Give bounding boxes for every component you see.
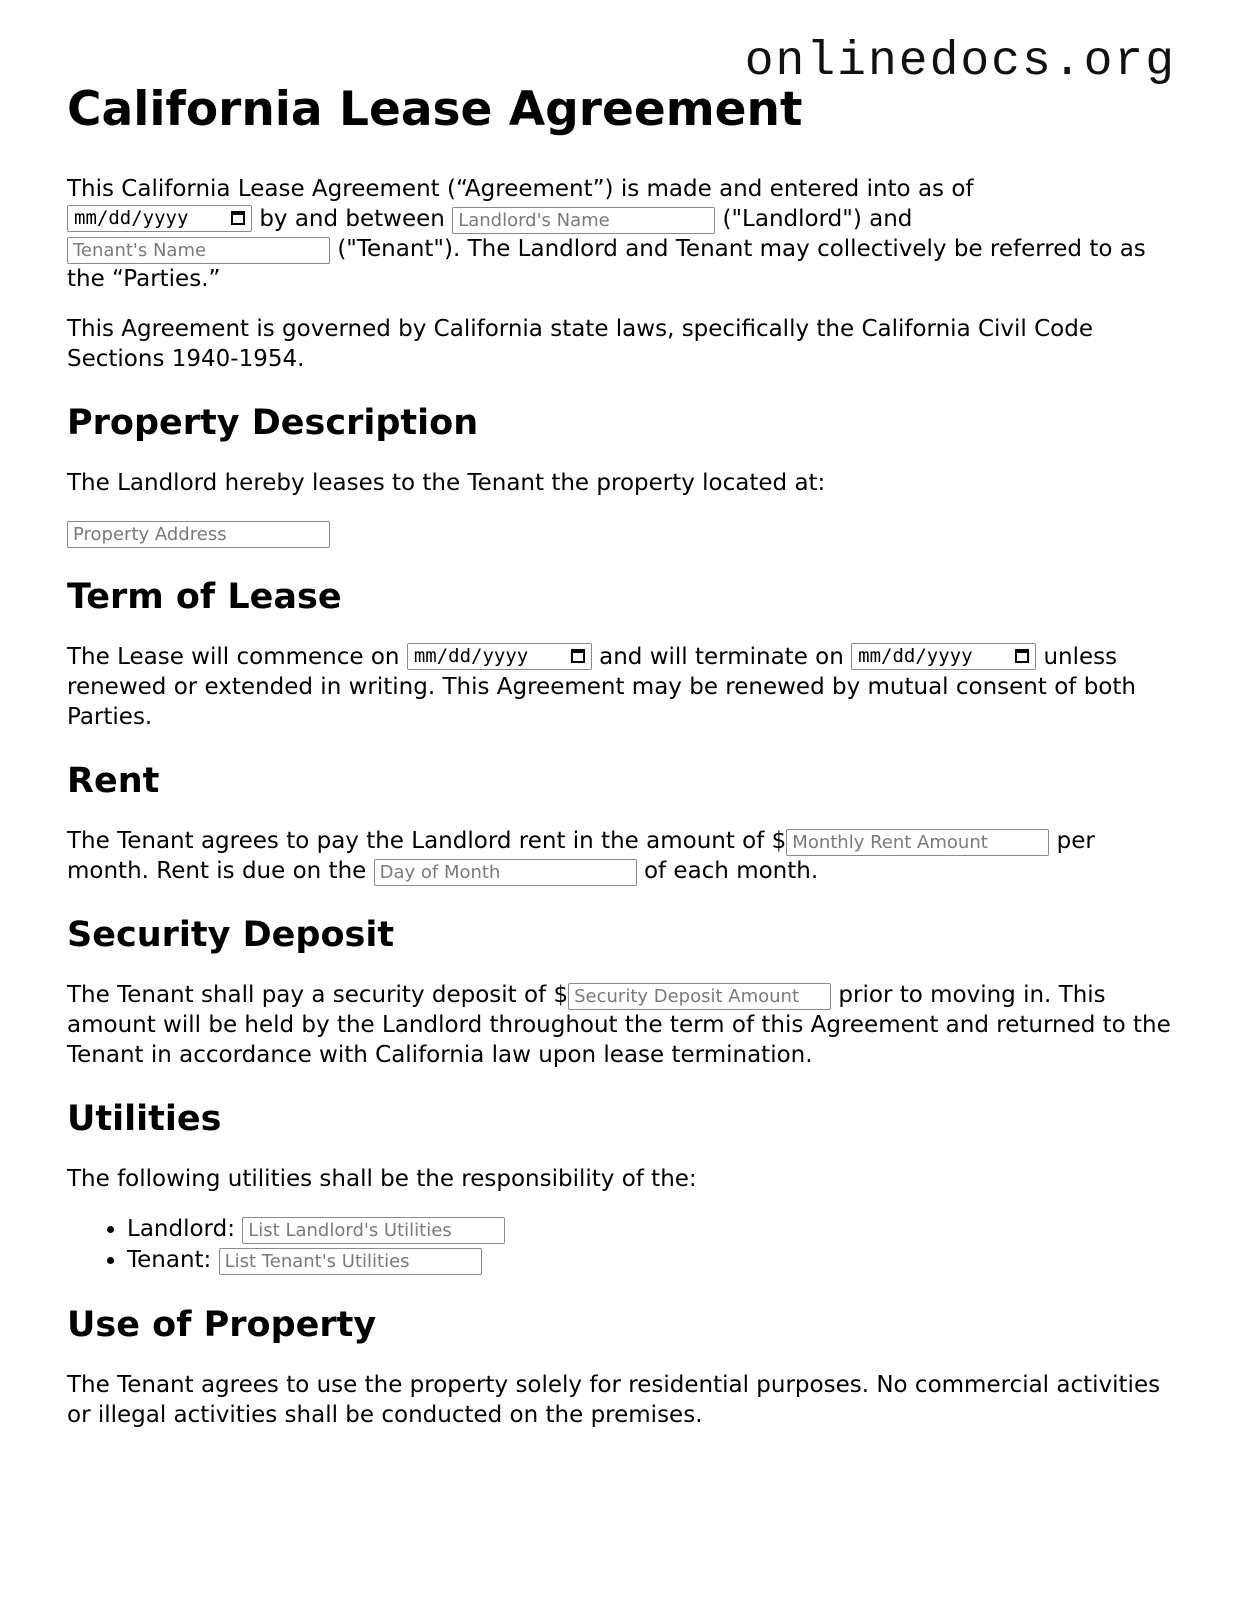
monthly-rent-input[interactable] (786, 829, 1049, 856)
security-deposit-input[interactable] (568, 983, 831, 1010)
governing-law-paragraph: This Agreement is governed by California state laws, specifically the California Civil Code Sections 1940-1954. (67, 316, 1094, 373)
lease-start-date-input[interactable] (407, 643, 592, 670)
landlord-utilities-input[interactable] (242, 1217, 505, 1244)
page-title: California Lease Agreement (67, 82, 803, 137)
lease-start-date-placeholder: mm/dd/yyyy (413, 645, 529, 668)
lease-document (67, 82, 1177, 1450)
property-text: The Landlord hereby leases to the Tenant the property located at: (67, 470, 826, 497)
calendar-icon[interactable] (571, 649, 585, 663)
property-address-input[interactable] (67, 521, 330, 548)
utilities-text: The following utilities shall be the responsibility of the: (67, 1166, 697, 1193)
landlord-name-input[interactable] (452, 207, 715, 234)
term-text-1: The Lease will commence on (67, 644, 400, 671)
intro-text-4: ("Tenant"). The Landlord and Tenant may collectively be referred to as the “Parties.” (67, 236, 1146, 293)
rent-text-2: per month. Rent is due on the (67, 828, 1095, 885)
use-heading: Use of Property (67, 1305, 377, 1346)
term-paragraph (67, 642, 1177, 732)
term-heading: Term of Lease (67, 577, 342, 618)
use-text: The Tenant agrees to use the property solely for residential purposes. No commercial activities or illegal activities shall be conducted on the premises. (67, 1372, 1161, 1429)
rent-heading: Rent (67, 761, 160, 802)
term-text-3: unless renewed or extended in writing. This Agreement may be renewed by mutual consent of both Parties. (67, 644, 1136, 731)
tenant-utilities-label: Tenant: (127, 1247, 212, 1274)
lease-end-date-input[interactable] (851, 643, 1036, 670)
tenant-utilities-input[interactable] (219, 1248, 482, 1275)
landlord-utilities-label: Landlord: (127, 1216, 235, 1243)
rent-text-3: of each month. (643, 858, 819, 885)
deposit-heading: Security Deposit (67, 915, 395, 956)
intro-text-3: ("Landlord") and (722, 206, 913, 233)
agreement-date-input[interactable] (67, 205, 252, 232)
intro-paragraph (67, 174, 1177, 294)
rent-due-day-input[interactable] (374, 859, 637, 886)
utilities-list (67, 1214, 1177, 1276)
list-item (127, 1245, 1177, 1276)
list-item (127, 1214, 1177, 1245)
property-heading: Property Description (67, 403, 479, 444)
deposit-paragraph (67, 980, 1177, 1070)
lease-end-date-placeholder: mm/dd/yyyy (858, 645, 973, 668)
term-text-2: and will terminate on (599, 644, 844, 671)
calendar-icon[interactable] (231, 211, 245, 225)
intro-text-2: by and between (259, 206, 445, 233)
rent-text-1: The Tenant agrees to pay the Landlord rent in the amount of $ (67, 828, 787, 855)
rent-paragraph (67, 826, 1177, 886)
agreement-date-placeholder: mm/dd/yyyy (74, 207, 189, 230)
watermark: onlinedocs.org (744, 35, 1176, 89)
tenant-name-input[interactable] (67, 237, 330, 264)
deposit-text-2: prior to moving in. This amount will be held by the Landlord throughout the term of this Agreement and returned to the Tenant in accordance with California law upon lease termination. (67, 982, 1171, 1069)
intro-text-1: This California Lease Agreement (“Agreement”) is made and entered into as of (67, 176, 974, 203)
deposit-text-1: The Tenant shall pay a security deposit of $ (67, 982, 569, 1009)
calendar-icon[interactable] (1015, 649, 1029, 663)
property-address-row (67, 518, 1177, 548)
utilities-heading: Utilities (67, 1099, 222, 1140)
